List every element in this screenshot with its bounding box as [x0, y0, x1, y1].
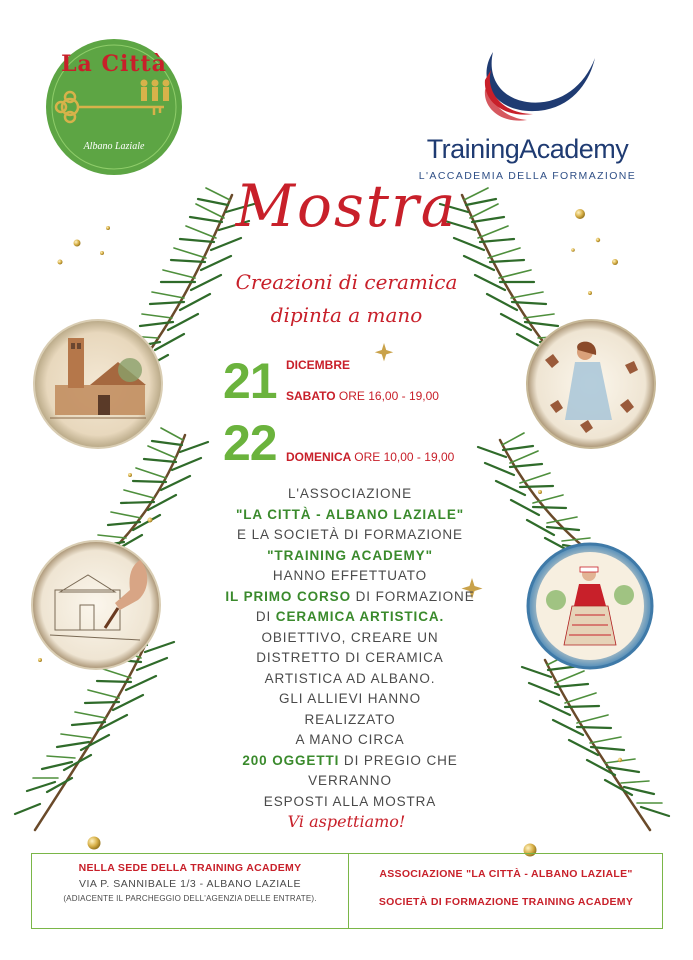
date-day-1: 21 — [223, 353, 277, 409]
desc-line — [190, 587, 510, 608]
date-1-hours: ORE 16,00 - 19,00 — [338, 389, 439, 403]
desc-line: L'ASSOCIAZIONE — [288, 486, 412, 501]
closing-text: Vi aspettiamo! — [287, 812, 406, 831]
training-academy-tagline: L'ACCADEMIA DELLA FORMAZIONE — [418, 170, 637, 182]
organizer-company: SOCIETÀ DI FORMAZIONE TRAINING ACADEMY — [378, 896, 634, 908]
event-description — [190, 484, 510, 812]
plate-woman — [527, 320, 655, 448]
desc-line — [190, 751, 510, 772]
desc-line: ESPOSTI ALLA MOSTRA — [263, 793, 437, 809]
la-citta-logo-subtitle: Albano Laziale — [83, 141, 145, 152]
la-citta-logo-title: La Città — [61, 51, 167, 77]
event-title: Mostra — [235, 172, 458, 240]
date-1-weekday: SABATO — [286, 389, 336, 403]
venue-address: VIA P. SANNIBALE 1/3 - ALBANO LAZIALE — [79, 878, 301, 890]
date-day-2: 22 — [223, 415, 277, 471]
desc-line — [190, 607, 510, 628]
training-academy-name-part2: Academy — [519, 134, 629, 164]
desc-line: E LA SOCIETÀ DI FORMAZIONE — [237, 527, 463, 542]
venue-title: NELLA SEDE DELLA TRAINING ACADEMY — [78, 862, 302, 874]
desc-line: GLI ALLIEVI HANNO — [278, 691, 422, 706]
desc-line: HANNO EFFETTUATO — [272, 568, 428, 583]
venue-note: (ADIACENTE IL PARCHEGGIO DELL'AGENZIA DELLE ENTRATE). — [63, 894, 317, 903]
desc-line: OBIETTIVO, CREARE UN — [261, 629, 439, 645]
training-academy-name — [405, 134, 650, 165]
footer-box — [31, 853, 663, 929]
desc-line: "LA CITTÀ - ALBANO LAZIALE" — [235, 506, 465, 522]
plate-church — [34, 320, 162, 448]
desc-highlight: 200 OGGETTI — [242, 752, 340, 768]
date-1-schedule — [286, 389, 439, 403]
date-month: DICEMBRE — [286, 358, 351, 372]
desc-line: REALIZZATO — [304, 711, 396, 727]
swoosh-icon — [405, 40, 650, 132]
event-subtitle-line1: Creazioni di ceramica — [235, 270, 458, 294]
pine-branch-right-bottom — [522, 653, 669, 830]
star-ornament-top — [375, 343, 393, 361]
footer-organizers — [350, 862, 662, 908]
la-citta-logo — [44, 37, 184, 177]
desc-highlight: IL PRIMO CORSO — [225, 588, 351, 604]
desc-text: DI — [255, 609, 276, 624]
desc-text: DI PREGIO CHE — [339, 752, 458, 768]
desc-line: ARTISTICA AD ALBANO. — [264, 670, 436, 686]
plate-drawing — [32, 541, 160, 669]
date-2-weekday: DOMENICA — [286, 450, 351, 464]
plate-costume — [528, 544, 652, 668]
desc-line: VERRANNO — [308, 773, 392, 788]
date-2-schedule — [286, 450, 454, 464]
desc-line: A MANO CIRCA — [295, 732, 405, 747]
desc-line: DISTRETTO DI CERAMICA — [256, 650, 444, 665]
event-subtitle-line2: dipinta a mano — [270, 303, 423, 327]
footer-divider — [348, 854, 349, 928]
desc-text: DI FORMAZIONE — [351, 588, 475, 604]
desc-line: "TRAINING ACADEMY" — [267, 547, 433, 563]
training-academy-logo — [405, 40, 650, 190]
footer-venue — [32, 862, 348, 903]
organizer-association: ASSOCIAZIONE "LA CITTÀ - ALBANO LAZIALE" — [379, 868, 633, 880]
date-2-hours: ORE 10,00 - 19,00 — [354, 450, 455, 464]
desc-highlight: CERAMICA ARTISTICA. — [275, 609, 445, 624]
training-academy-name-part1: Training — [426, 134, 520, 164]
